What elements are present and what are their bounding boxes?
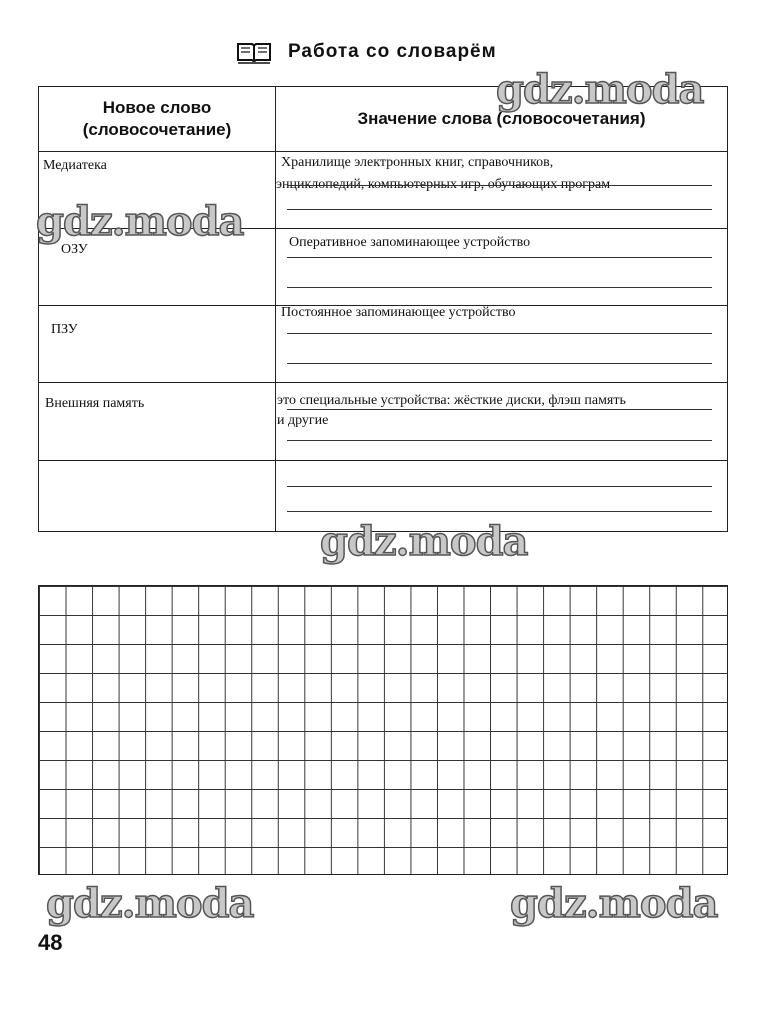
meaning-mediateka-line2: энциклопедий, компьютерных игр, обучающих програм — [276, 177, 611, 192]
row-divider — [39, 382, 727, 383]
book-icon — [236, 40, 272, 64]
column-header-term-line2: (словосочетание) — [82, 120, 232, 139]
page-number: 48 — [38, 930, 63, 955]
writing-line — [287, 511, 712, 512]
watermark: gdz.moda — [46, 880, 254, 927]
writing-line — [287, 287, 712, 288]
writing-line — [287, 209, 712, 210]
title-text: Работа со словарём — [288, 41, 497, 62]
vocabulary-table — [38, 86, 728, 532]
meaning-external-memory-line2: и другие — [277, 413, 329, 428]
watermark: gdz.moda — [510, 880, 718, 927]
writing-line — [287, 409, 712, 410]
writing-line — [287, 185, 712, 186]
meaning-ozu: Оперативное запоминающее устройство — [289, 235, 531, 250]
writing-line — [287, 257, 712, 258]
writing-line — [287, 333, 712, 334]
page-title — [236, 40, 497, 64]
column-divider — [275, 87, 276, 531]
meaning-external-memory-line1: это специальные устройства: жёсткие диски, флэш память — [277, 393, 626, 408]
column-header-term — [39, 87, 275, 151]
writing-line — [287, 363, 712, 364]
row-divider — [39, 460, 727, 461]
meaning-pzu: Постоянное запоминающее устройство — [281, 305, 516, 320]
column-header-meaning: Значение слова (словосочетания) — [357, 109, 646, 128]
meaning-mediateka-line1: Хранилище электронных книг, справочников, — [281, 155, 554, 170]
column-header-term-line1: Новое слово — [102, 98, 212, 117]
watermark: gdz.moda — [320, 518, 528, 565]
term-pzu: ПЗУ — [51, 322, 78, 337]
watermark: gdz.moda — [36, 198, 244, 245]
writing-line — [287, 440, 712, 441]
squared-grid — [38, 585, 728, 875]
watermark: gdz.moda — [496, 66, 704, 113]
term-external-memory: Внешняя память — [45, 396, 145, 411]
term-ozu: ОЗУ — [61, 242, 88, 257]
term-mediateka: Медиатека — [43, 158, 107, 173]
row-divider — [39, 151, 727, 152]
writing-line — [287, 486, 712, 487]
